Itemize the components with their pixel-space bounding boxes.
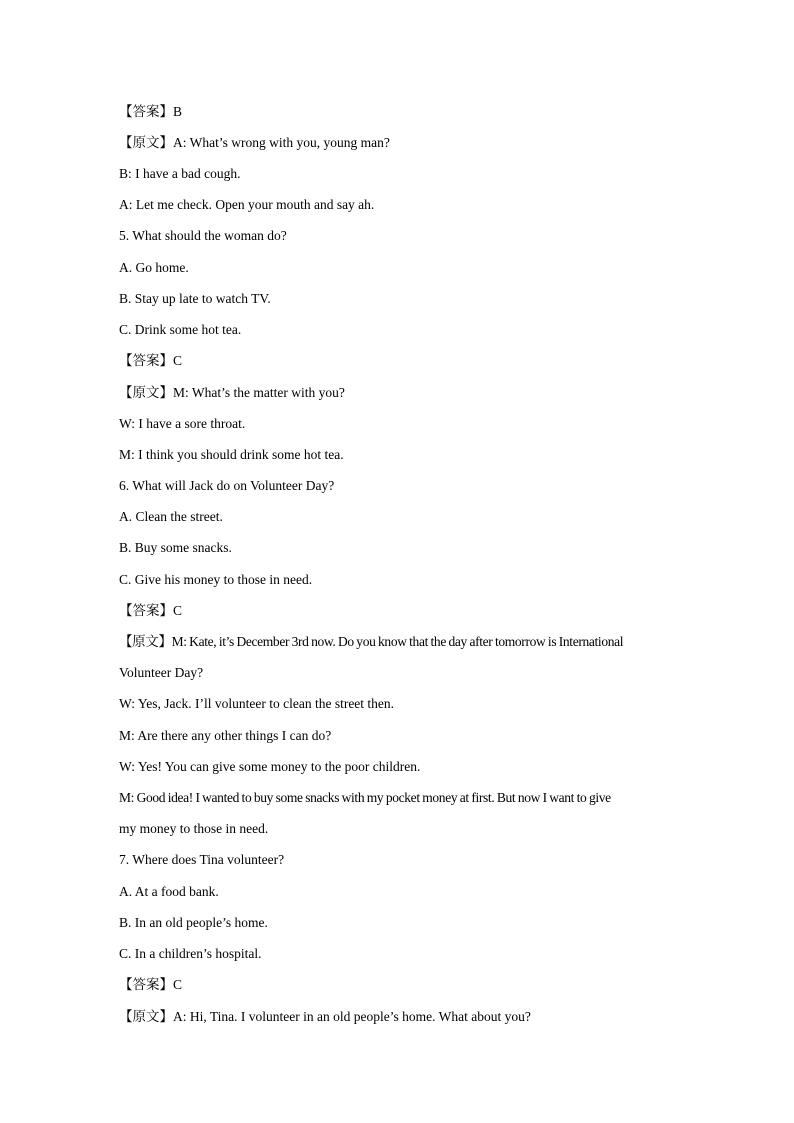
answer-label-q5: 【答案】C [119, 353, 183, 368]
transcript-q6-line-3: M: Are there any other things I can do? [119, 728, 332, 743]
transcript-q6-line-5-cont: my money to those in need. [119, 821, 269, 836]
transcript-q7-line-1: 【原文】A: Hi, Tina. I volunteer in an old people’s home. What about you? [119, 1009, 531, 1024]
transcript-q5-line-2: W: I have a sore throat. [119, 416, 246, 431]
transcript-q4-line-2: B: I have a bad cough. [119, 166, 241, 181]
transcript-q5-line-3: M: I think you should drink some hot tea. [119, 447, 344, 462]
answer-label-q4: 【答案】B [119, 104, 183, 119]
question-6-option-a: A. Clean the street. [119, 509, 223, 524]
transcript-q6-line-5: M: Good idea! I wanted to buy some snacks with my pocket money at first. But now I want to give [119, 790, 611, 805]
question-6: 6. What will Jack do on Volunteer Day? [119, 478, 335, 493]
transcript-q6-line-4: W: Yes! You can give some money to the poor children. [119, 759, 421, 774]
question-5: 5. What should the woman do? [119, 228, 287, 243]
question-5-option-b: B. Stay up late to watch TV. [119, 291, 271, 306]
question-7: 7. Where does Tina volunteer? [119, 852, 285, 867]
transcript-q6-line-1: 【原文】M: Kate, it’s December 3rd now. Do you know that the day after tomorrow is International [119, 634, 624, 649]
question-5-option-c: C. Drink some hot tea. [119, 322, 242, 337]
question-6-option-b: B. Buy some snacks. [119, 540, 232, 555]
question-7-option-b: B. In an old people’s home. [119, 915, 268, 930]
transcript-q6-line-2: W: Yes, Jack. I’ll volunteer to clean the street then. [119, 696, 395, 711]
question-7-option-a: A. At a food bank. [119, 884, 219, 899]
transcript-q4-line-3: A: Let me check. Open your mouth and say ah. [119, 197, 375, 212]
transcript-q5-line-1: 【原文】M: What’s the matter with you? [119, 385, 345, 400]
question-6-option-c: C. Give his money to those in need. [119, 572, 313, 587]
answer-label-q7: 【答案】C [119, 977, 183, 992]
answer-label-q6: 【答案】C [119, 603, 183, 618]
question-5-option-a: A. Go home. [119, 260, 189, 275]
question-7-option-c: C. In a children’s hospital. [119, 946, 262, 961]
transcript-q4-line-1: 【原文】A: What’s wrong with you, young man? [119, 135, 390, 150]
transcript-q6-line-1-cont: Volunteer Day? [119, 665, 204, 680]
